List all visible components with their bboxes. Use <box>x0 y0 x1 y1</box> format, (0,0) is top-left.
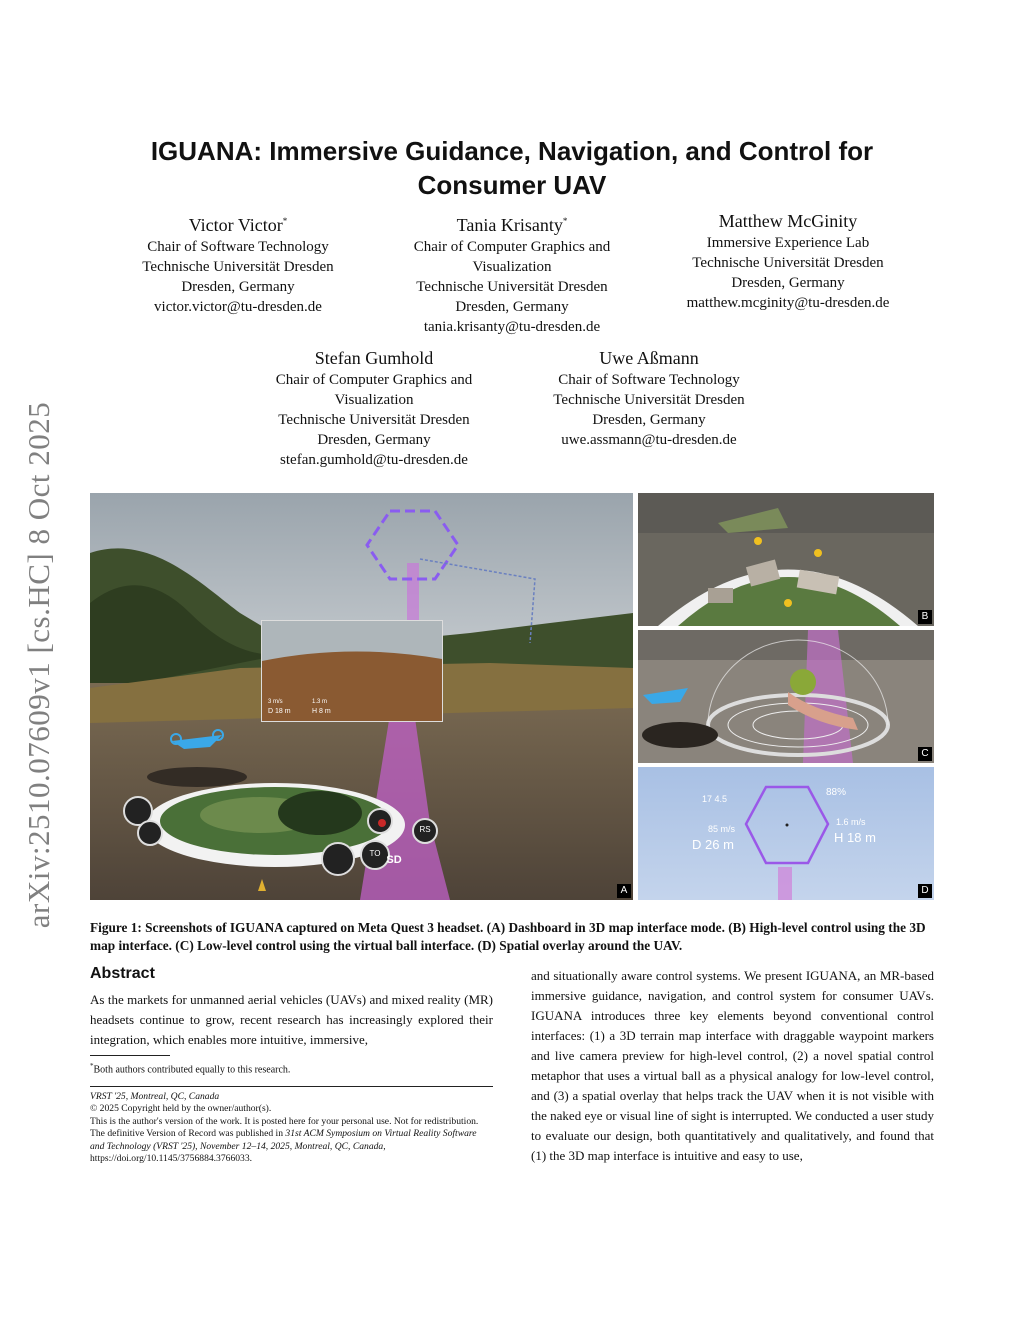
panel-a-dashboard <box>90 493 633 900</box>
author-block-3 <box>660 209 916 313</box>
author-location: Dresden, Germany <box>455 299 569 315</box>
conference-line: VRST '25, Montreal, QC, Canada <box>90 1091 220 1102</box>
author-block-5 <box>521 346 777 450</box>
author-affiliation: Immersive Experience Lab <box>706 235 870 251</box>
author-block-1 <box>110 209 366 317</box>
license-text <box>90 1116 493 1166</box>
preview-speed-a: 3 m/s <box>268 699 283 705</box>
abstract-heading: Abstract <box>90 965 155 982</box>
author-email[interactable]: victor.victor@tu-dresden.de <box>154 299 322 315</box>
author-block-4 <box>246 346 502 470</box>
author-location: Dresden, Germany <box>731 275 845 291</box>
author-location: Dresden, Germany <box>181 279 295 295</box>
author-affiliation: Chair of Computer Graphics and <box>413 239 611 255</box>
publication-info <box>90 1091 493 1165</box>
author-email[interactable]: uwe.assmann@tu-dresden.de <box>561 432 737 448</box>
panel-d-spatial-overlay <box>638 767 934 900</box>
author-affiliation: Chair of Computer Graphics and <box>275 372 473 388</box>
author-email[interactable]: tania.krisanty@tu-dresden.de <box>423 319 601 335</box>
title-line-1: IGUANA: Immersive Guidance, Navigation, and Control for <box>150 136 874 166</box>
speed-right-readout: 1.6 m/s <box>836 817 866 827</box>
paper-title <box>90 134 934 202</box>
panel-label-d: D <box>918 884 932 898</box>
panel-a-scene <box>90 493 633 900</box>
author-email[interactable]: matthew.mcginity@tu-dresden.de <box>686 295 890 311</box>
license-venue: 31st ACM Symposium on Virtual Reality Software and Technology (VRST '25), November 12–14, 2025, Montreal, QC, Canada <box>90 1128 477 1152</box>
author-name: Matthew McGinity <box>718 211 858 231</box>
author-affiliation: Technische Universität Dresden <box>278 412 470 428</box>
figure-caption: Figure 1: Screenshots of IGUANA captured on Meta Quest 3 headset. (A) Dashboard in 3D map interface mode. (B) High-level control using the 3D map interface. (C) Low-level control using the virtual ball interface. (D) Spatial overlay around the UAV. <box>90 920 926 953</box>
panel-b-scene <box>638 493 934 626</box>
author-email[interactable]: stefan.gumhold@tu-dresden.de <box>280 452 468 468</box>
author-location: Dresden, Germany <box>317 432 431 448</box>
license-doi[interactable]: , https://doi.org/10.1145/3756884.3766033. <box>90 1140 386 1165</box>
panel-label-a: A <box>617 884 631 898</box>
author-affiliation: Technische Universität Dresden <box>416 279 608 295</box>
panel-b-3d-map <box>638 493 934 626</box>
author-affiliation: Technische Universität Dresden <box>142 259 334 275</box>
author-name: Uwe Aßmann <box>599 348 699 368</box>
speed-left-readout: 85 m/s <box>708 824 736 834</box>
author-affiliation: Chair of Software Technology <box>558 372 740 388</box>
author-name: Tania Krisanty <box>456 215 563 235</box>
author-affiliation: Chair of Software Technology <box>147 239 329 255</box>
abstract-left-column: As the markets for unmanned aerial vehicles (UAVs) and mixed reality (MR) headsets continue to grow, recent research has increasingly explored their integration, which enables more intuitive, immersive, <box>90 992 493 1047</box>
footnote-rule <box>90 1055 170 1056</box>
panel-c-virtual-ball <box>638 630 934 763</box>
panel-label-c: C <box>918 747 932 761</box>
height-readout: H 18 m <box>834 830 876 845</box>
distance-readout: D 26 m <box>692 837 734 852</box>
info-rule <box>90 1086 493 1087</box>
rs-button-label: RS <box>419 825 431 834</box>
preview-height: H 8 m <box>312 708 331 715</box>
author-name: Stefan Gumhold <box>314 348 434 368</box>
abstract-right-column: and situationally aware control systems. We present IGUANA, an MR-based immersive guidance, navigation, and control system for consumer UAVs. IGUANA introduces three key elements beyond conventional control interfaces: (1) a 3D terrain map interface with draggable waypoint markers and live camera preview for high-level control, (2) a novel spatial control metaphor that uses a virtual ball as a physical analogy for low-level control, and (3) a spatial overlay that helps track the UAV when it is not visible with the naked eye or visual line of sight is interrupted. We conducted a user study to evaluate our design, both quantitatively and qualitatively, and found that (1) the 3D map interface is intuitive and easy to use, <box>531 968 934 1163</box>
author-affiliation: Technische Universität Dresden <box>553 392 745 408</box>
to-button-label: TO <box>369 849 381 858</box>
equal-contribution-mark: * <box>562 216 568 226</box>
title-line-2: Consumer UAV <box>417 170 607 200</box>
arxiv-stamp <box>8 380 70 950</box>
sd-button-label: SD <box>386 854 402 866</box>
license-intro: This is the author's version of the work. It is posted here for your personal use. Not for redistribution. The definitive Version of Record was published in <box>90 1115 479 1140</box>
author-location: Dresden, Germany <box>592 412 706 428</box>
battery-readout: 88% <box>826 787 847 798</box>
author-name: Victor Victor <box>188 215 283 235</box>
arxiv-stamp-text: arXiv:2510.07609v1 [cs.HC] 8 Oct 2025 <box>21 401 56 929</box>
figure-1 <box>90 493 934 900</box>
author-affiliation: Visualization <box>472 259 552 275</box>
equal-contribution-mark: * <box>282 216 288 226</box>
footnote-text: Both authors contributed equally to this research. <box>93 1064 291 1076</box>
signal-readout: 17 4.5 <box>702 794 728 804</box>
author-affiliation: Technische Universität Dresden <box>692 255 884 271</box>
panel-d-scene <box>638 767 934 900</box>
preview-distance: D 18 m <box>268 708 291 715</box>
author-affiliation: Visualization <box>334 392 414 408</box>
preview-speed-b: 1.3 m <box>312 699 328 705</box>
footnote <box>90 1059 290 1077</box>
footnote-mark: * <box>90 1062 94 1070</box>
author-block-2 <box>384 209 640 337</box>
copyright-line: © 2025 Copyright held by the owner/author(s). <box>90 1103 272 1115</box>
panel-c-scene <box>638 630 934 763</box>
panel-label-b: B <box>918 610 932 624</box>
